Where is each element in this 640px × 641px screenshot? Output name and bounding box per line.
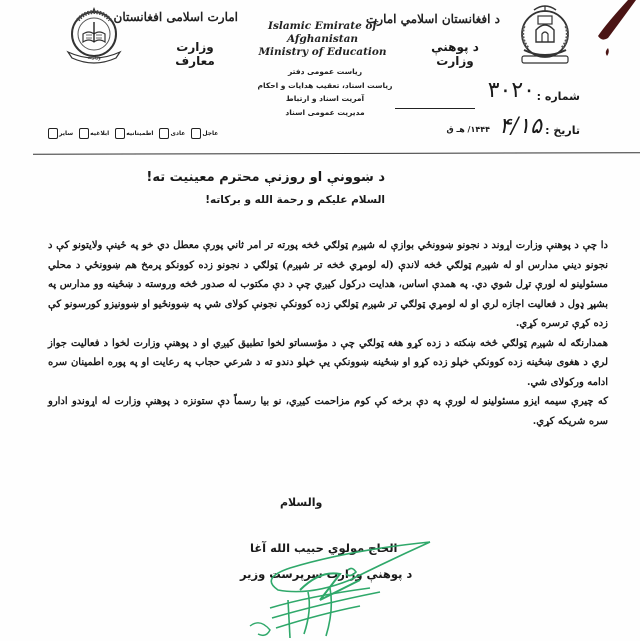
checkbox-urgent[interactable] [191, 128, 218, 139]
priority-checkboxes [48, 128, 218, 139]
office-line-4: مدیریت عمومی اسناد [285, 107, 365, 117]
header-divider [33, 152, 640, 155]
checkbox-label: عادی [170, 130, 186, 137]
letter-addressee: د ښوونې او روزنې محترم معینیت ته! [146, 170, 385, 185]
number-underline [395, 108, 475, 109]
ink-stamp-mark-icon [580, 0, 640, 62]
date-value: ۴/۱۵ [499, 114, 542, 139]
office-line-3: آمریت اسناد و ارتباط [285, 94, 365, 103]
checkbox-label: اطمینانیه [126, 130, 154, 137]
emirate-emblem-icon [512, 4, 578, 66]
right-ministry-name: د پوهنې وزارت [431, 40, 479, 68]
number-value: ۳۰۲۰ [487, 78, 535, 103]
checkbox-box[interactable] [159, 128, 169, 139]
checkbox-box[interactable] [191, 128, 201, 139]
office-hierarchy [255, 65, 395, 119]
letter-greeting: السلام علیکم و رحمة الله و برکاته! [205, 194, 385, 206]
body-paragraph-2: همدارنګه له شپږم ټولګي څخه ښکته د زده کړو هغه ټولګي چې د مؤسساتو لخوا تطبیق کیږي او د پوهنې وزارت لخوا د فعالیت جواز لري د هغوی ښځینه زده کوونکې خپلو زده کړو او ښځینه ښوونکې یې خپلو دندو ته د شرعي حجاب په رعایت او په پوره اطمینان سره ادامه ورکولای شي. [48, 337, 608, 388]
body-paragraph-3: که چیرې سیمه ایزو مسئولینو له لورې په دې برخه کې کوم مزاحمت کیږي، نو بیا رسماً دې ستونزه د پوهنې وزارت له اړوندو ادارو سره شریکه کړي. [48, 396, 608, 427]
right-calligraphy-title: د افغانستان اسلامي امارت [365, 12, 500, 26]
date-year: ۱۴۴۴/ هـ ق [446, 125, 490, 134]
body-paragraph-1: دا چې د پوهنې وزارت اړوند د نجونو ښوونځي بوازې له شپږم ټولګي څخه پورته تر امر ثاني پورې معطل دي خو په ځینې ولایتونو کې د نجونو دیني مدارس او له شپږم ټولګي څخه لاندې (له لومړي څخه تر شپږم) ټولګي د نجونو زده کوونکو پرمخ هم ښوونځي د محلي مسئولینو له لورې تړل شوي دي. په همدې اساس، هدایت درکول کیږي چې د دې مکتوب له صدور څخه وروسته د ښځینه وو مدارس په بشپړ ډول د فعالیت اجازه لري او له لومړي ټولګي تر شپږم ټولګي زده کوونکې نجونې کولای شي په ښوونځیو او ښوونیزو کورسونو کې زده کړې ترسره کړي. [48, 240, 608, 329]
english-title-line1: Islamic Emirate of Afghanistan [268, 20, 377, 45]
number-label: شماره : [536, 90, 580, 103]
checkbox-box[interactable] [48, 128, 58, 139]
letter-closing: والسلام [280, 496, 323, 509]
office-line-1: ریاست عمومی دفتر [287, 67, 363, 76]
svg-text:وزارت: وزارت [87, 55, 101, 61]
checkbox-label: سایر [59, 130, 74, 137]
signer-title: د پوهنې وزارت سرپرست وزیر [240, 567, 413, 581]
checkbox-box[interactable] [115, 128, 125, 139]
checkbox-notification[interactable] [79, 128, 109, 139]
checkbox-label: ابلاغیه [90, 130, 110, 137]
letter-body [48, 236, 608, 431]
left-calligraphy-title: امارت اسلامی افغانستان [113, 10, 238, 24]
checkbox-normal[interactable] [159, 128, 185, 139]
office-line-2: ریاست اسناد، تعقیب هدایات و احکام [257, 80, 393, 90]
signer-name: الحاج مولوي حبیب الله آغا [250, 541, 398, 555]
checkbox-confirmation[interactable] [115, 128, 153, 139]
checkbox-label: عاجل [202, 130, 219, 137]
checkbox-other[interactable] [48, 128, 73, 139]
left-ministry-name: وزارت معارف [175, 40, 215, 68]
english-title-line2: Ministry of Education [258, 46, 387, 58]
date-label: تاریخ : [545, 124, 580, 137]
checkbox-box[interactable] [79, 128, 89, 139]
